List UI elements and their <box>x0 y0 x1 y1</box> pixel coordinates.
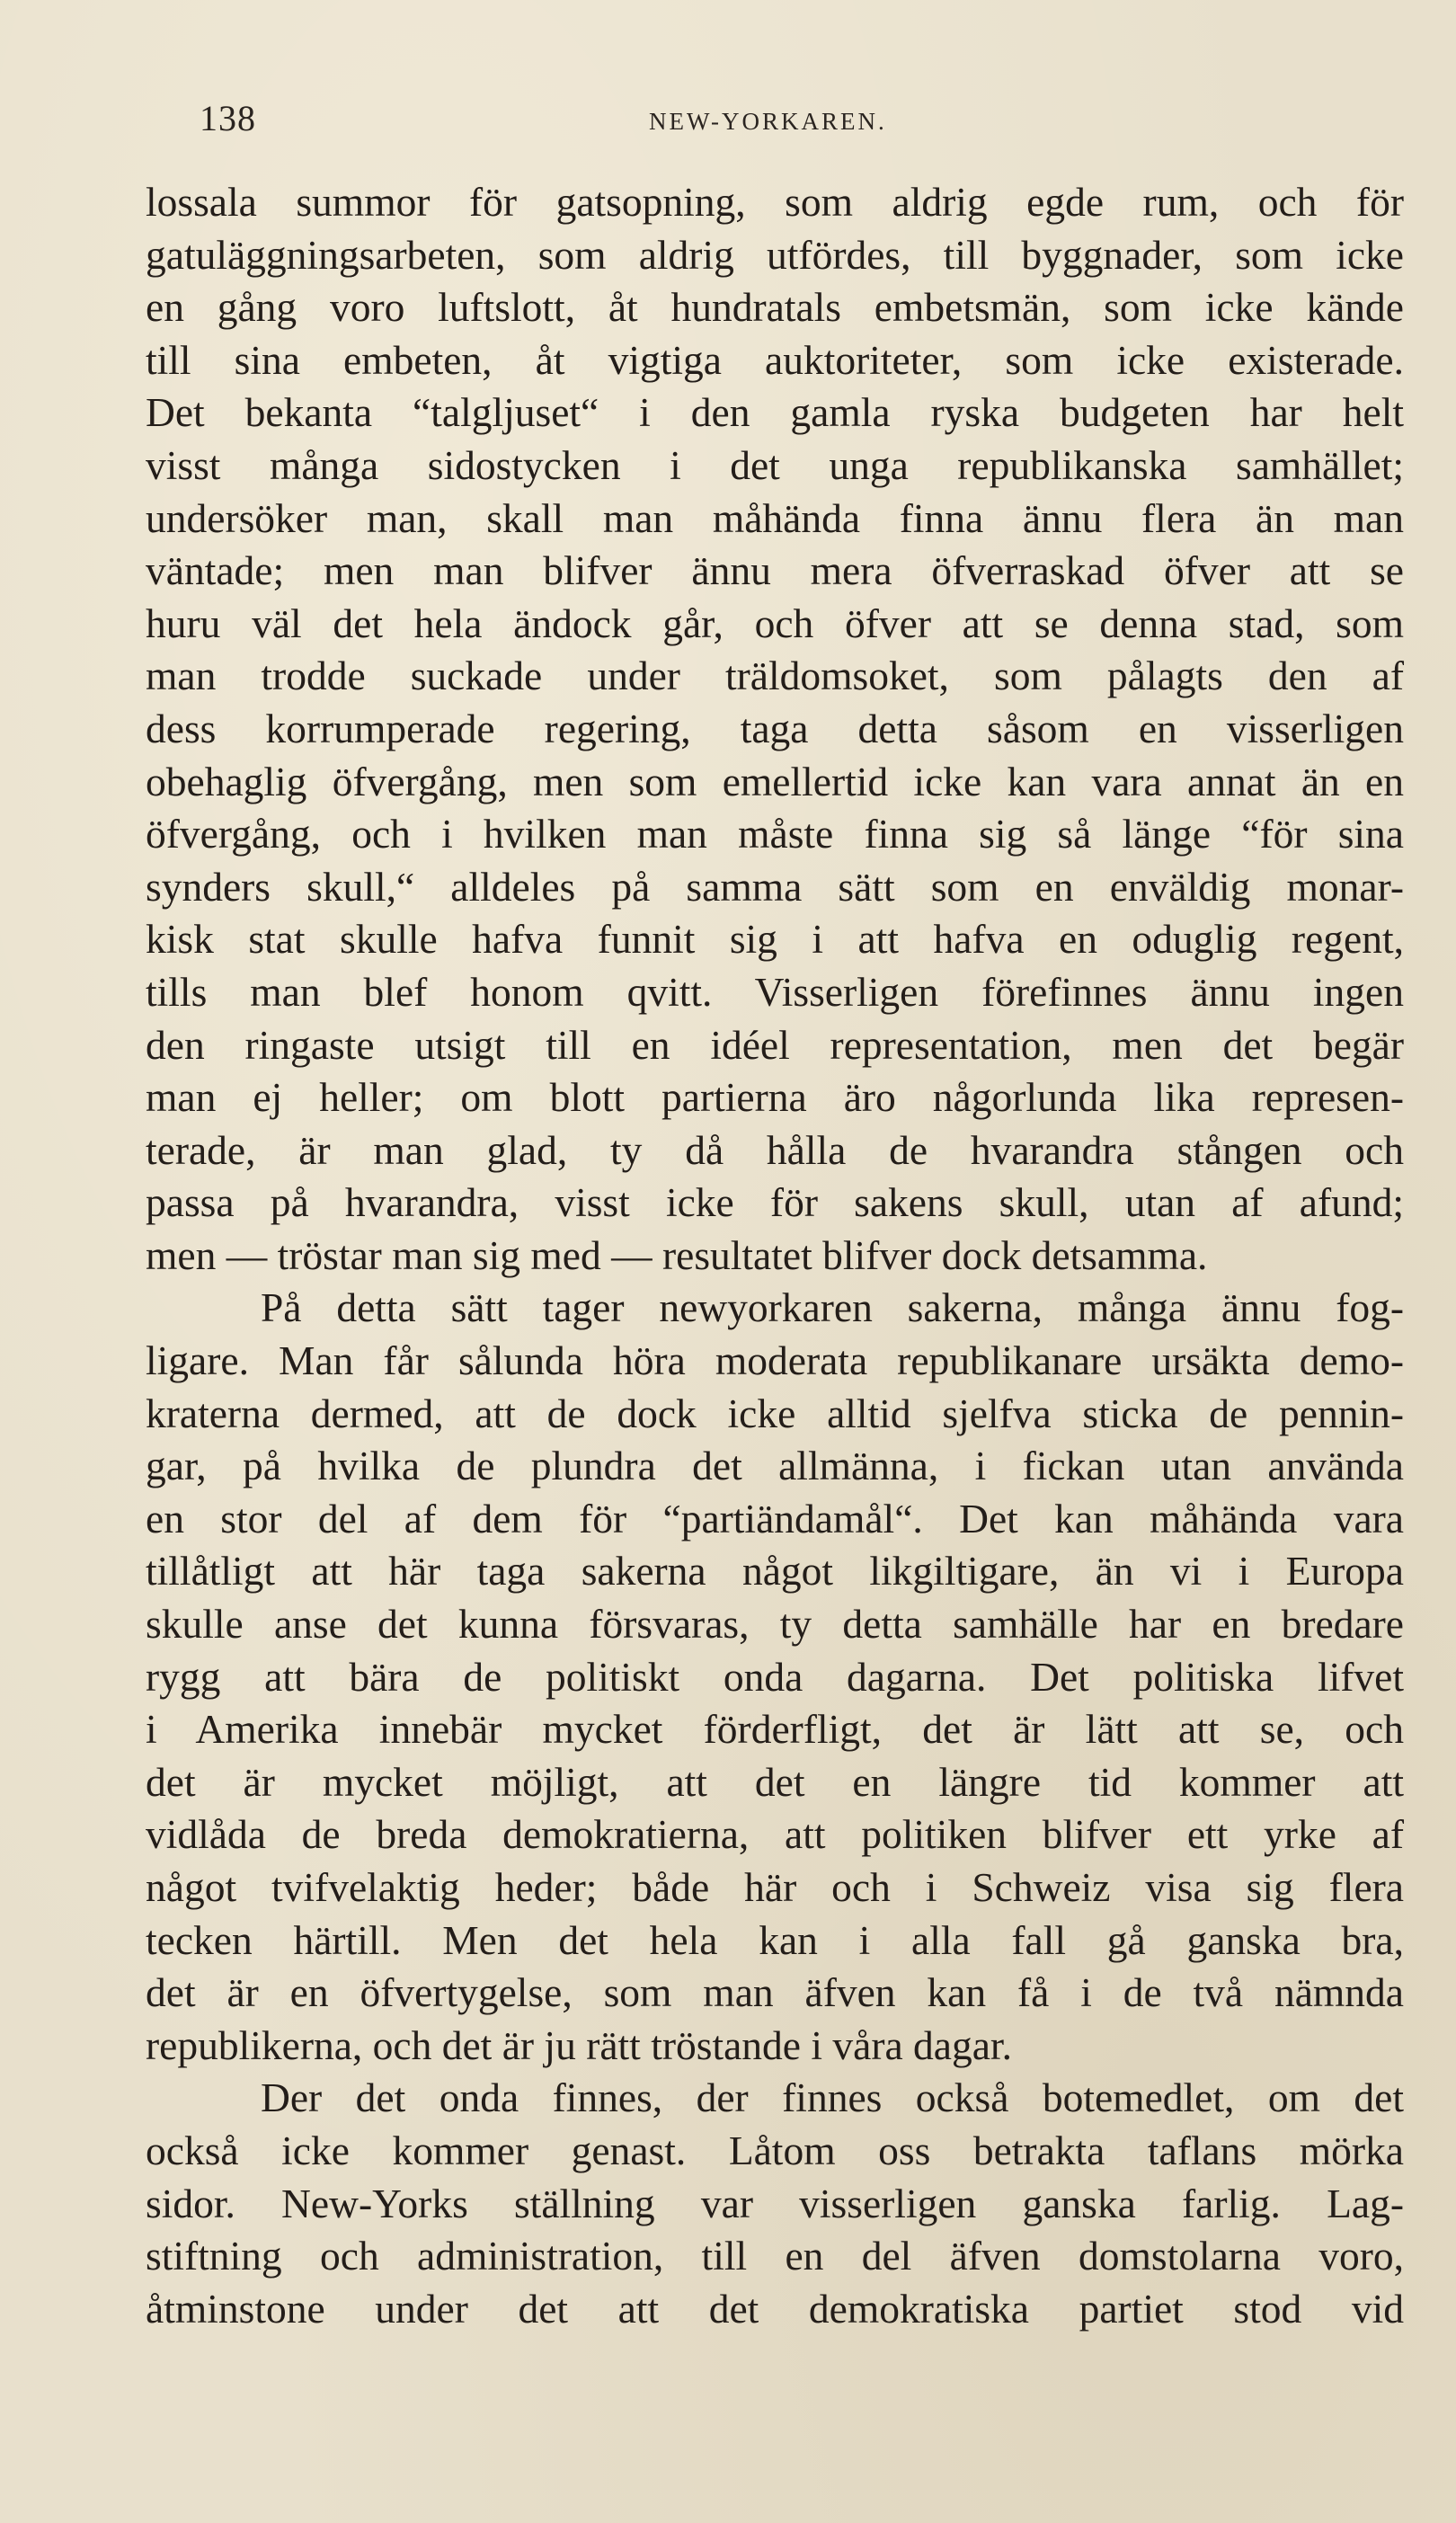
text-line: terade, är man glad, ty då hålla de hvarandra stången och <box>146 1126 1404 1173</box>
text-line: en gång voro luftslott, åt hundratals embetsmän, som icke kände <box>146 284 1404 331</box>
text-line: man trodde suckade under träldomsoket, som pålagts den af <box>146 653 1404 699</box>
text-line: öfvergång, och i hvilken man måste finna sig så länge “för sina <box>146 811 1404 857</box>
text-line: det är en öfvertygelse, som man äfven kan få i de två nämnda <box>146 1969 1404 2016</box>
text-line: den ringaste utsigt till en idéel representation, men det begär <box>146 1021 1404 1068</box>
text-line: tecken härtill. Men det hela kan i alla fall gå ganska bra, <box>146 1916 1404 1963</box>
text-line: något tvifvelaktig heder; både här och i Schweiz visa sig flera <box>146 1864 1404 1910</box>
text-line: vidlåda de breda demokratierna, att politiken blifver ett yrke af <box>146 1811 1404 1858</box>
page-header <box>200 97 1357 151</box>
text-line: kraterna dermed, att de dock icke alltid sjelfva sticka de pennin- <box>146 1390 1404 1436</box>
text-line: obehaglig öfvergång, men som emellertid icke kan vara annat än en <box>146 758 1404 804</box>
text-line: undersöker man, skall man måhända finna ännu flera än man <box>146 494 1404 541</box>
text-line: passa på hvarandra, visst icke för sakens skull, utan af afund; <box>146 1179 1404 1226</box>
text-line: tillåtligt att här taga sakerna något likgiltigare, än vi i Europa <box>146 1548 1404 1595</box>
text-line: gatuläggningsarbeten, som aldrig utfördes, till byggnader, som icke <box>146 231 1404 278</box>
text-line: kisk stat skulle hafva funnit sig i att hafva en oduglig regent, <box>146 916 1404 963</box>
text-line: gar, på hvilka de plundra det allmänna, i fickan utan använda <box>146 1443 1404 1489</box>
text-line: skulle anse det kunna försvaras, ty detta samhälle har en bredare <box>146 1601 1404 1648</box>
text-line: visst många sidostycken i det unga republikanska samhället; <box>146 441 1404 488</box>
text-line: På detta sätt tager newyorkaren sakerna, många ännu fog- <box>261 1284 1404 1331</box>
text-line: man ej heller; om blott partierna äro någorlunda lika represen- <box>146 1074 1404 1121</box>
text-line: i Amerika innebär mycket förderfligt, det är lätt att se, och <box>146 1706 1404 1753</box>
text-line: men — tröstar man sig med — resultatet blifver dock detsamma. <box>146 1231 1208 1278</box>
text-line: till sina embeten, åt vigtiga auktoriteter, som icke existerade. <box>146 336 1404 383</box>
text-line: ligare. Man får sålunda höra moderata republikanare ursäkta demo- <box>146 1337 1404 1384</box>
text-line: åtminstone under det att det demokratiska partiet stod vid <box>146 2285 1404 2332</box>
text-line: Der det onda finnes, der finnes också botemedlet, om det <box>261 2074 1404 2121</box>
text-line: en stor del af dem för “partiändamål“. Det kan måhända vara <box>146 1495 1404 1541</box>
text-line: också icke kommer genast. Låtom oss betrakta taflans mörka <box>146 2127 1404 2173</box>
text-line: dess korrumperade regering, taga detta såsom en visserligen <box>146 705 1404 751</box>
text-line: huru väl det hela ändock går, och öfver att se denna stad, som <box>146 600 1404 646</box>
text-line: sidor. New-Yorks ställning var visserligen ganska farlig. Lag- <box>146 2180 1404 2226</box>
text-line: stiftning och administration, till en del äfven domstolarna voro, <box>146 2233 1404 2279</box>
text-line: tills man blef honom qvitt. Visserligen förefinnes ännu ingen <box>146 968 1404 1015</box>
text-line: rygg att bära de politiskt onda dagarna. Det politiska lifvet <box>146 1653 1404 1700</box>
text-line: det är mycket möjligt, att det en längre tid kommer att <box>146 1758 1404 1805</box>
running-head: NEW-YORKAREN. <box>649 108 887 135</box>
page-number: 138 <box>200 98 256 138</box>
body-text <box>146 176 1404 2335</box>
text-line: väntade; men man blifver ännu mera öfverraskad öfver att se <box>146 547 1404 594</box>
text-line: lossala summor för gatsopning, som aldrig egde rum, och för <box>146 179 1404 225</box>
text-line: Det bekanta “talgljuset“ i den gamla ryska budgeten har helt <box>146 389 1404 436</box>
text-line: synders skull,“ alldeles på samma sätt som en enväldig monar- <box>146 863 1404 910</box>
text-line: republikerna, och det är ju rätt tröstande i våra dagar. <box>146 2021 1012 2068</box>
